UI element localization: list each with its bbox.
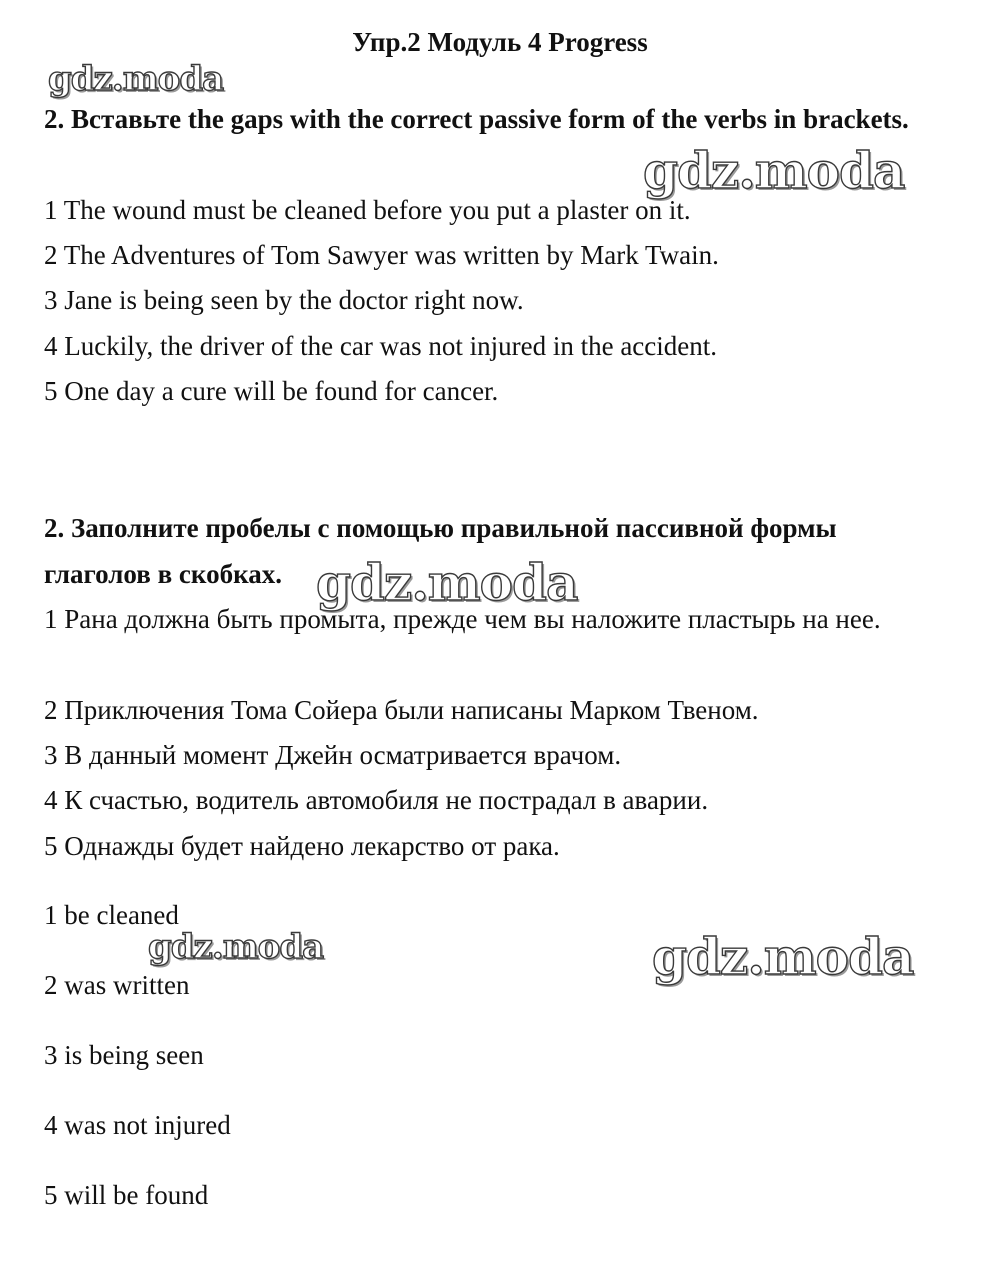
russian-sentence: 1 Рана должна быть промыта, прежде чем вы наложите пластырь на нее. [44,604,881,634]
russian-sentence: 3 В данный момент Джейн осматривается врачом. [44,740,622,770]
watermark-logo: gdz.moda [316,553,578,612]
answer-item: 2 was written [44,970,190,1000]
watermark-logo: gdz.moda [48,59,224,99]
russian-sentence: 2 Приключения Тома Сойера были написаны Марком Твеном. [44,695,759,725]
russian-sentence: 5 Однажды будет найдено лекарство от рака. [44,831,560,861]
answer-item: 5 will be found [44,1180,209,1210]
answer-item: 3 is being seen [44,1040,204,1070]
english-sentence: 4 Luckily, the driver of the car was not injured in the accident. [44,331,718,361]
english-sentence: 5 One day a cure will be found for cancer. [44,376,499,406]
russian-heading: 2. Заполните пробелы с помощью правильной пассивной формы глаголов в скобках. [44,513,837,589]
russian-sentence: 4 К счастью, водитель автомобиля не пострадал в аварии. [44,785,709,815]
answer-item: 1 be cleaned [44,900,179,930]
english-sentence: 1 The wound must be cleaned before you put a plaster on it. [44,195,691,225]
english-heading: 2. Вставьте the gaps with the correct passive form of the verbs in brackets. [44,104,909,134]
watermark-logo: gdz.moda [643,141,905,200]
answer-item: 4 was not injured [44,1110,231,1140]
english-sentence: 2 The Adventures of Tom Sawyer was written by Mark Twain. [44,240,719,270]
page-title: Упр.2 Модуль 4 Progress [352,27,648,57]
watermark-logo: gdz.moda [652,927,914,986]
watermark-logo: gdz.moda [148,927,324,967]
english-sentence: 3 Jane is being seen by the doctor right now. [44,285,524,315]
